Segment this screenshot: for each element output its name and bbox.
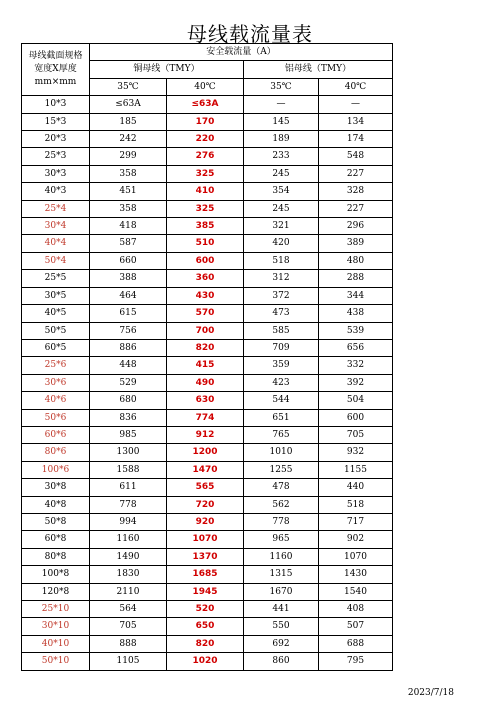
aluminum-40-cell: 332 — [319, 357, 393, 374]
copper-40-cell: ≤63A — [167, 96, 244, 113]
aluminum-35-cell: 441 — [244, 601, 319, 618]
aluminum-35-cell: 145 — [244, 113, 319, 130]
table-row — [22, 218, 393, 235]
copper-35-cell: 185 — [90, 113, 167, 130]
spec-cell: 25*3 — [22, 148, 90, 165]
copper-40-cell: 430 — [167, 287, 244, 304]
aluminum-40-cell: 705 — [319, 426, 393, 443]
aluminum-40-cell: 717 — [319, 513, 393, 530]
table-row — [22, 131, 393, 148]
aluminum-35-cell: 1160 — [244, 548, 319, 565]
copper-35-cell: 778 — [90, 496, 167, 513]
spec-cell: 40*5 — [22, 305, 90, 322]
spec-cell: 100*8 — [22, 566, 90, 583]
aluminum-35-cell: 321 — [244, 218, 319, 235]
table-row — [22, 305, 393, 322]
copper-40-cell: 912 — [167, 426, 244, 443]
copper-40-cell: 600 — [167, 252, 244, 269]
copper-35-header: 35℃ — [90, 78, 167, 95]
table-row — [22, 513, 393, 530]
aluminum-35-cell: 189 — [244, 131, 319, 148]
copper-35-cell: 564 — [90, 601, 167, 618]
copper-35-cell: 464 — [90, 287, 167, 304]
aluminum-35-cell: 860 — [244, 653, 319, 670]
spec-cell: 15*3 — [22, 113, 90, 130]
aluminum-35-cell: 965 — [244, 531, 319, 548]
aluminum-40-cell: 440 — [319, 479, 393, 496]
aluminum-40-cell: 548 — [319, 148, 393, 165]
aluminum-35-cell: 420 — [244, 235, 319, 252]
aluminum-35-cell: 1670 — [244, 583, 319, 600]
aluminum-35-cell: — — [244, 96, 319, 113]
spec-cell: 40*8 — [22, 496, 90, 513]
copper-40-cell: 415 — [167, 357, 244, 374]
copper-35-cell: 1105 — [90, 653, 167, 670]
aluminum-35-cell: 1255 — [244, 461, 319, 478]
table-row — [22, 461, 393, 478]
table-row — [22, 409, 393, 426]
spec-cell: 60*5 — [22, 339, 90, 356]
table-row — [22, 635, 393, 652]
aluminum-40-cell: 134 — [319, 113, 393, 130]
aluminum-40-cell: 600 — [319, 409, 393, 426]
table-row — [22, 601, 393, 618]
table-row — [22, 426, 393, 443]
spec-cell: 50*10 — [22, 653, 90, 670]
aluminum-header: 铝母线（TMY） — [244, 61, 393, 78]
table-row — [22, 96, 393, 113]
copper-35-cell: 2110 — [90, 583, 167, 600]
copper-40-cell: 820 — [167, 339, 244, 356]
aluminum-35-cell: 765 — [244, 426, 319, 443]
copper-40-cell: 520 — [167, 601, 244, 618]
table-row — [22, 618, 393, 635]
aluminum-35-cell: 359 — [244, 357, 319, 374]
table-row — [22, 287, 393, 304]
aluminum-35-cell: 354 — [244, 183, 319, 200]
spec-cell: 30*4 — [22, 218, 90, 235]
copper-40-cell: 276 — [167, 148, 244, 165]
spec-cell: 80*6 — [22, 444, 90, 461]
table-row — [22, 165, 393, 182]
copper-40-cell: 1200 — [167, 444, 244, 461]
table-row — [22, 653, 393, 670]
aluminum-35-cell: 651 — [244, 409, 319, 426]
table-row — [22, 357, 393, 374]
copper-40-cell: 510 — [167, 235, 244, 252]
table-row — [22, 270, 393, 287]
copper-40-header: 40℃ — [167, 78, 244, 95]
copper-35-cell: 680 — [90, 392, 167, 409]
copper-35-cell: 1490 — [90, 548, 167, 565]
copper-40-cell: 630 — [167, 392, 244, 409]
spec-cell: 50*5 — [22, 322, 90, 339]
aluminum-40-cell: 518 — [319, 496, 393, 513]
spec-cell: 60*8 — [22, 531, 90, 548]
aluminum-40-cell: 392 — [319, 374, 393, 391]
aluminum-40-cell: 1430 — [319, 566, 393, 583]
copper-35-cell: 418 — [90, 218, 167, 235]
spec-cell: 100*6 — [22, 461, 90, 478]
spec-cell: 60*6 — [22, 426, 90, 443]
table-row — [22, 548, 393, 565]
spec-cell: 50*6 — [22, 409, 90, 426]
copper-40-cell: 1370 — [167, 548, 244, 565]
aluminum-35-cell: 585 — [244, 322, 319, 339]
copper-40-cell: 220 — [167, 131, 244, 148]
copper-35-cell: 756 — [90, 322, 167, 339]
table-row — [22, 566, 393, 583]
spec-header-line3: mm×mm — [34, 77, 77, 88]
aluminum-40-cell: 227 — [319, 165, 393, 182]
aluminum-40-cell: — — [319, 96, 393, 113]
spec-cell: 30*10 — [22, 618, 90, 635]
copper-35-cell: 836 — [90, 409, 167, 426]
copper-40-cell: 410 — [167, 183, 244, 200]
copper-35-cell: 358 — [90, 200, 167, 217]
copper-35-cell: 299 — [90, 148, 167, 165]
spec-header-cell — [22, 44, 90, 96]
spec-cell: 40*4 — [22, 235, 90, 252]
aluminum-40-cell: 438 — [319, 305, 393, 322]
spec-cell: 30*5 — [22, 287, 90, 304]
aluminum-40-cell: 389 — [319, 235, 393, 252]
table-row — [22, 444, 393, 461]
copper-40-cell: 1470 — [167, 461, 244, 478]
spec-cell: 25*10 — [22, 601, 90, 618]
aluminum-40-cell: 688 — [319, 635, 393, 652]
copper-40-cell: 360 — [167, 270, 244, 287]
copper-35-cell: 985 — [90, 426, 167, 443]
copper-40-cell: 325 — [167, 200, 244, 217]
copper-35-cell: 888 — [90, 635, 167, 652]
aluminum-40-cell: 174 — [319, 131, 393, 148]
table-row — [22, 583, 393, 600]
table-row — [22, 235, 393, 252]
spec-header-line2: 宽度X厚度 — [34, 64, 77, 75]
spec-cell: 50*8 — [22, 513, 90, 530]
aluminum-40-cell: 227 — [319, 200, 393, 217]
copper-35-cell: ≤63A — [90, 96, 167, 113]
copper-35-cell: 1830 — [90, 566, 167, 583]
aluminum-40-cell: 932 — [319, 444, 393, 461]
aluminum-40-cell: 288 — [319, 270, 393, 287]
copper-40-cell: 920 — [167, 513, 244, 530]
aluminum-40-cell: 480 — [319, 252, 393, 269]
copper-35-cell: 1588 — [90, 461, 167, 478]
spec-cell: 20*3 — [22, 131, 90, 148]
aluminum-35-cell: 709 — [244, 339, 319, 356]
safe-current-header: 安全载流量（A） — [90, 44, 393, 61]
table-row — [22, 392, 393, 409]
copper-40-cell: 1945 — [167, 583, 244, 600]
aluminum-35-cell: 518 — [244, 252, 319, 269]
table-row — [22, 252, 393, 269]
copper-40-cell: 385 — [167, 218, 244, 235]
spec-cell: 80*8 — [22, 548, 90, 565]
copper-40-cell: 325 — [167, 165, 244, 182]
spec-cell: 30*6 — [22, 374, 90, 391]
page-title: 母线载流量表 — [187, 22, 313, 46]
spec-header-line1: 母线截面规格 — [28, 51, 83, 62]
aluminum-40-cell: 795 — [319, 653, 393, 670]
spec-cell: 30*3 — [22, 165, 90, 182]
copper-40-cell: 820 — [167, 635, 244, 652]
aluminum-35-cell: 544 — [244, 392, 319, 409]
aluminum-35-cell: 562 — [244, 496, 319, 513]
copper-40-cell: 490 — [167, 374, 244, 391]
copper-35-cell: 660 — [90, 252, 167, 269]
aluminum-40-cell: 539 — [319, 322, 393, 339]
aluminum-40-cell: 328 — [319, 183, 393, 200]
spec-cell: 25*4 — [22, 200, 90, 217]
copper-35-cell: 705 — [90, 618, 167, 635]
aluminum-40-cell: 504 — [319, 392, 393, 409]
aluminum-40-cell: 656 — [319, 339, 393, 356]
aluminum-35-cell: 423 — [244, 374, 319, 391]
aluminum-40-cell: 344 — [319, 287, 393, 304]
copper-35-cell: 1300 — [90, 444, 167, 461]
aluminum-35-cell: 312 — [244, 270, 319, 287]
spec-cell: 25*5 — [22, 270, 90, 287]
spec-cell: 10*3 — [22, 96, 90, 113]
aluminum-35-cell: 473 — [244, 305, 319, 322]
busbar-current-table — [21, 43, 393, 671]
copper-35-cell: 242 — [90, 131, 167, 148]
aluminum-40-cell: 408 — [319, 601, 393, 618]
aluminum-35-cell: 1315 — [244, 566, 319, 583]
copper-40-cell: 1020 — [167, 653, 244, 670]
copper-35-cell: 448 — [90, 357, 167, 374]
aluminum-35-cell: 233 — [244, 148, 319, 165]
aluminum-35-cell: 550 — [244, 618, 319, 635]
aluminum-35-cell: 778 — [244, 513, 319, 530]
copper-40-cell: 1685 — [167, 566, 244, 583]
spec-cell: 30*8 — [22, 479, 90, 496]
aluminum-35-cell: 372 — [244, 287, 319, 304]
copper-35-cell: 1160 — [90, 531, 167, 548]
aluminum-35-cell: 245 — [244, 165, 319, 182]
copper-40-cell: 170 — [167, 113, 244, 130]
table-row — [22, 200, 393, 217]
table-row — [22, 496, 393, 513]
copper-40-cell: 700 — [167, 322, 244, 339]
copper-40-cell: 570 — [167, 305, 244, 322]
copper-35-cell: 529 — [90, 374, 167, 391]
header-row-1 — [22, 44, 393, 61]
footer-date: 2023/7/18 — [407, 688, 454, 698]
copper-35-cell: 886 — [90, 339, 167, 356]
copper-40-cell: 565 — [167, 479, 244, 496]
table-row — [22, 183, 393, 200]
aluminum-40-cell: 1540 — [319, 583, 393, 600]
spec-cell: 40*3 — [22, 183, 90, 200]
aluminum-40-header: 40℃ — [319, 78, 393, 95]
copper-40-cell: 1070 — [167, 531, 244, 548]
table-row — [22, 322, 393, 339]
aluminum-40-cell: 1155 — [319, 461, 393, 478]
aluminum-40-cell: 902 — [319, 531, 393, 548]
copper-35-cell: 451 — [90, 183, 167, 200]
copper-40-cell: 650 — [167, 618, 244, 635]
table-row — [22, 531, 393, 548]
copper-35-cell: 358 — [90, 165, 167, 182]
table-row — [22, 113, 393, 130]
aluminum-35-cell: 1010 — [244, 444, 319, 461]
aluminum-35-cell: 692 — [244, 635, 319, 652]
aluminum-40-cell: 507 — [319, 618, 393, 635]
table-row — [22, 374, 393, 391]
copper-header: 铜母线（TMY） — [90, 61, 244, 78]
aluminum-35-header: 35℃ — [244, 78, 319, 95]
table-row — [22, 339, 393, 356]
aluminum-35-cell: 478 — [244, 479, 319, 496]
spec-cell: 40*10 — [22, 635, 90, 652]
table-row — [22, 148, 393, 165]
copper-40-cell: 720 — [167, 496, 244, 513]
copper-40-cell: 774 — [167, 409, 244, 426]
copper-35-cell: 388 — [90, 270, 167, 287]
copper-35-cell: 587 — [90, 235, 167, 252]
table-row — [22, 479, 393, 496]
spec-cell: 50*4 — [22, 252, 90, 269]
copper-35-cell: 615 — [90, 305, 167, 322]
spec-cell: 120*8 — [22, 583, 90, 600]
copper-35-cell: 994 — [90, 513, 167, 530]
aluminum-35-cell: 245 — [244, 200, 319, 217]
aluminum-40-cell: 296 — [319, 218, 393, 235]
aluminum-40-cell: 1070 — [319, 548, 393, 565]
spec-cell: 40*6 — [22, 392, 90, 409]
spec-cell: 25*6 — [22, 357, 90, 374]
copper-35-cell: 611 — [90, 479, 167, 496]
